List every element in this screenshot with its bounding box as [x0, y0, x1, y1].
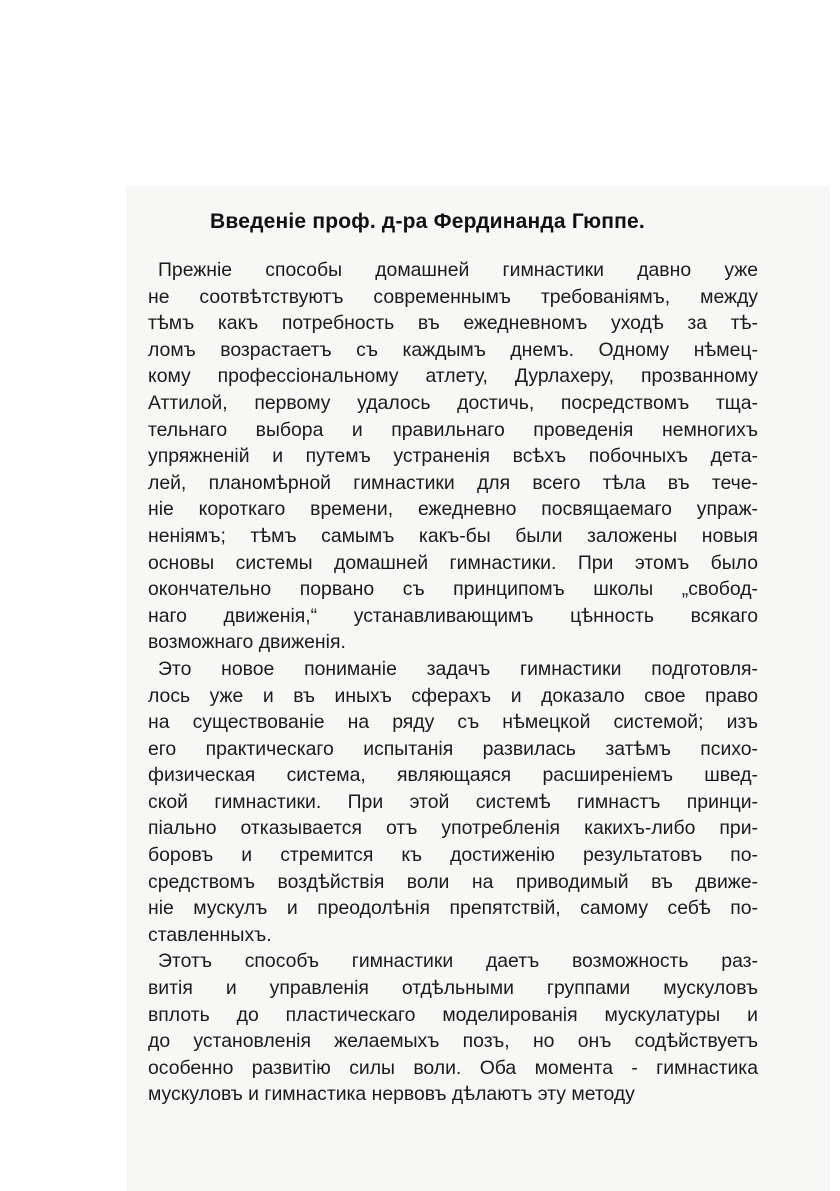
text-line: Аттилой, первому удалось достичь, посредствомъ тща-: [148, 391, 758, 414]
text-line: лей, планомѣрной гимнастики для всего тѣла въ тече-: [148, 471, 758, 494]
text-line: кому профессіональному атлету, Дурлахеру, прозванному: [148, 365, 758, 388]
text-line: ской гимнастики. При этой системѣ гимнастъ принци-: [148, 790, 758, 813]
text-line: средствомъ воздѣйствія воли на приводимый въ движе-: [148, 870, 758, 893]
text-line: наго движенія,“ устанавливающимъ цѣнность всякаго: [148, 604, 758, 627]
text-line: неніямъ; тѣмъ самымъ какъ-бы были заложены новыя: [148, 524, 758, 547]
text-line: на существованіе на ряду съ нѣмецкой системой; изъ: [148, 711, 758, 734]
text-line: ніе короткаго времени, ежедневно посвящаемаго упраж-: [148, 498, 758, 521]
text-line: физическая система, являющаяся расширеніемъ швед-: [148, 764, 758, 787]
paragraph: [148, 656, 758, 949]
text-line: основы системы домашней гимнастики. При этомъ было: [148, 551, 758, 574]
text-line: тѣмъ какъ потребность въ ежедневномъ уходѣ за тѣ-: [148, 312, 758, 335]
text-line: ломъ возрастаетъ съ каждымъ днемъ. Одному нѣмец-: [148, 338, 758, 361]
text-line: не соотвѣтствуютъ современнымъ требованіямъ, между: [148, 285, 758, 308]
text-line: мускуловъ и гимнастика нервовъ дѣлаютъ эту методу: [148, 1083, 635, 1106]
text-line: ставленныхъ.: [148, 923, 272, 946]
text-line: тельнаго выбора и правильнаго проведенія немногихъ: [148, 418, 758, 441]
text-line: Этотъ способъ гимнастики даетъ возможность раз-: [158, 950, 758, 973]
text-line: Это новое пониманіе задачъ гимнастики подготовля-: [158, 657, 758, 680]
text-line: его практическаго испытанія развилась затѣмъ психо-: [148, 737, 758, 760]
text-line: упряжненій и путемъ устраненія всѣхъ побочныхъ дета-: [148, 445, 758, 468]
text-line: до установленія желаемыхъ позъ, но онъ содѣйствуетъ: [148, 1030, 758, 1053]
page-title: Введеніе проф. д-ра Фердинанда Гюппе.: [210, 210, 645, 233]
text-line: витія и управленія отдѣльными группами мускуловъ: [148, 977, 758, 1000]
text-line: ніе мускулъ и преодолѣнія препятствій, самому себѣ по-: [148, 897, 758, 920]
text-line: окончательно порвано съ принципомъ школы „свобод-: [148, 578, 758, 601]
text-line: боровъ и стремится къ достиженію результатовъ по-: [148, 844, 758, 867]
body-text: [148, 257, 758, 1108]
text-line: вплоть до пластическаго моделированія мускулатуры и: [148, 1003, 758, 1026]
text-line: Прежніе способы домашней гимнастики давно уже: [158, 259, 758, 281]
text-line: піально отказывается отъ употребленія какихъ-либо при-: [148, 817, 758, 840]
text-line: возможнаго движенія.: [148, 631, 346, 654]
paragraph: [148, 257, 758, 656]
paragraph: [148, 948, 758, 1108]
text-line: лось уже и въ иныхъ сферахъ и доказало свое право: [148, 684, 758, 707]
text-line: особенно развитію силы воли. Оба момента - гимнастика: [148, 1056, 758, 1079]
